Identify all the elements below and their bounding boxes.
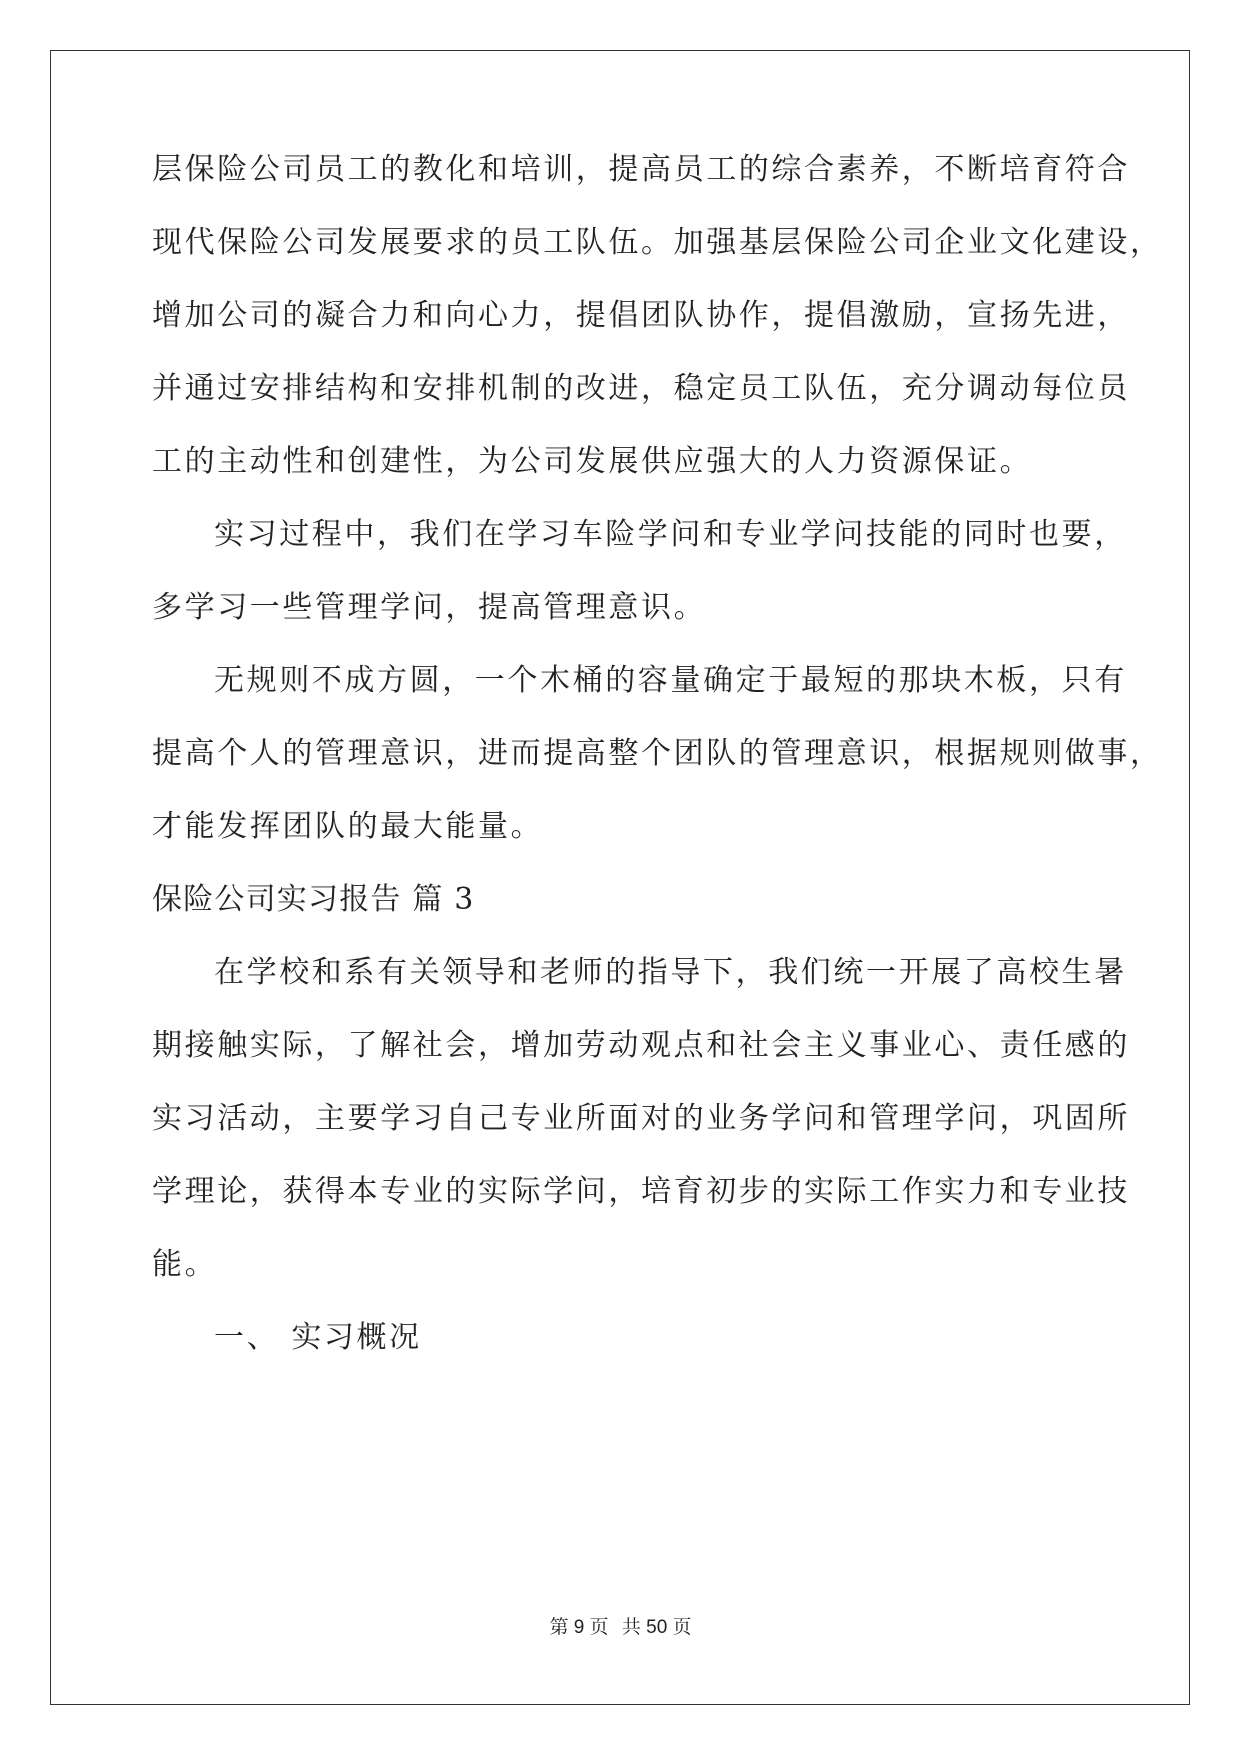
subheading: 一、 实习概况 bbox=[214, 1320, 422, 1355]
paragraph-line: 多学习一些管理学问，提高管理意识。 bbox=[152, 590, 707, 625]
paragraph-line: 增加公司的凝合力和向心力，提倡团队协作，提倡激励，宣扬先进， bbox=[152, 298, 1130, 333]
paragraph-line: 无规则不成方圆，一个木桶的容量确定于最短的那块木板，只有 bbox=[214, 663, 1127, 698]
paragraph-line: 现代保险公司发展要求的员工队伍。加强基层保险公司企业文化建设， bbox=[152, 225, 1163, 260]
paragraph-line: 并通过安排结构和安排机制的改进，稳定员工队伍，充分调动每位员 bbox=[152, 371, 1130, 406]
page-footer bbox=[0, 1612, 1241, 1639]
total-page-count: 共 50 页 bbox=[621, 1617, 692, 1638]
paragraph-line: 在学校和系有关领导和老师的指导下，我们统一开展了高校生暑 bbox=[214, 955, 1127, 990]
paragraph-line: 能。 bbox=[152, 1247, 218, 1282]
section-heading: 保险公司实习报告 篇 3 bbox=[152, 882, 475, 917]
paragraph-line: 学理论，获得本专业的实际学问，培育初步的实际工作实力和专业技 bbox=[152, 1174, 1130, 1209]
paragraph-line: 工的主动性和创建性，为公司发展供应强大的人力资源保证。 bbox=[152, 444, 1033, 479]
paragraph-line: 实习活动，主要学习自己专业所面对的业务学问和管理学问，巩固所 bbox=[152, 1101, 1130, 1136]
paragraph-line: 实习过程中，我们在学习车险学问和专业学问技能的同时也要， bbox=[214, 517, 1127, 552]
paragraph-line: 才能发挥团队的最大能量。 bbox=[152, 809, 544, 844]
paragraph-line: 层保险公司员工的教化和培训，提高员工的综合素养，不断培育符合 bbox=[152, 152, 1130, 187]
paragraph-line: 提高个人的管理意识，进而提高整个团队的管理意识，根据规则做事， bbox=[152, 736, 1163, 771]
current-page-number: 第 9 页 bbox=[549, 1617, 609, 1638]
paragraph-line: 期接触实际，了解社会，增加劳动观点和社会主义事业心、责任感的 bbox=[152, 1028, 1130, 1063]
